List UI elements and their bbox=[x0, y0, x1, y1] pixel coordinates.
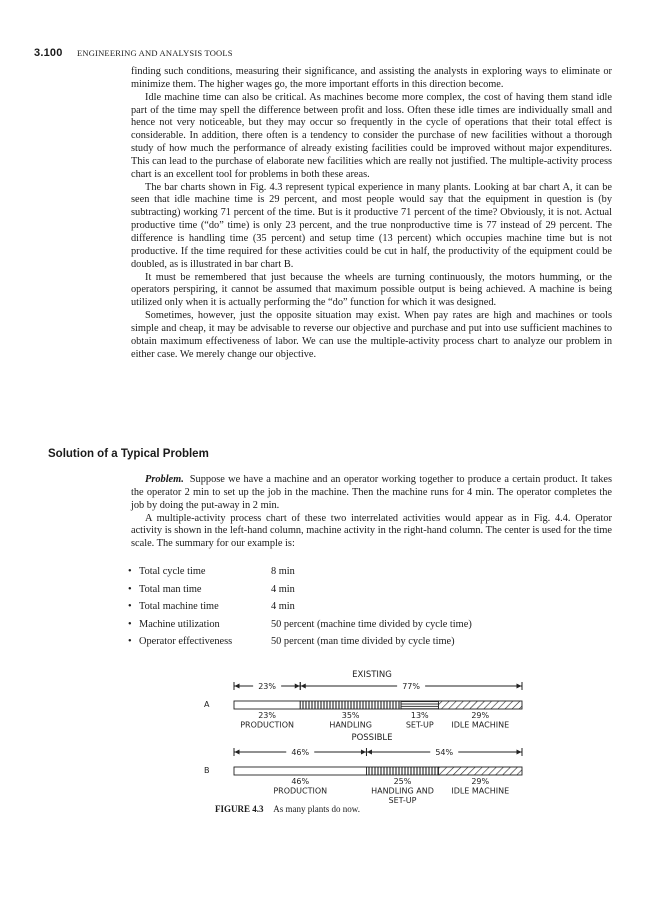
caption-text: As many plants do now. bbox=[273, 804, 360, 814]
summary-value: 8 min bbox=[271, 566, 295, 577]
figure-4-3 bbox=[200, 667, 540, 812]
paragraph: A multiple-activity process chart of these two interrelated activities would appear as in Fig. 4.4. Operator activity is shown in the left-hand column, machine activity in the right-hand column. The center is used for the time scale. The summary for our example is: bbox=[131, 512, 612, 550]
page-number: 3.100 bbox=[34, 47, 63, 59]
bar-chart bbox=[200, 667, 540, 807]
list-item bbox=[128, 633, 472, 651]
data-label: 29% bbox=[471, 711, 490, 720]
arrow-left-icon bbox=[367, 750, 372, 755]
arrow-right-icon bbox=[361, 750, 366, 755]
series-label: SET-UP bbox=[405, 720, 434, 730]
series-label: PRODUCTION bbox=[273, 786, 328, 796]
section-heading: Solution of a Typical Problem bbox=[48, 448, 209, 460]
bullet-icon: • bbox=[128, 636, 132, 647]
handling-segment bbox=[300, 701, 401, 709]
idle-segment bbox=[438, 701, 522, 709]
span-productive-label: 77% bbox=[402, 682, 421, 691]
data-label: 35% bbox=[341, 711, 360, 720]
paragraph bbox=[131, 474, 612, 513]
span-nonproductive-label: 46% bbox=[291, 748, 310, 757]
arrow-right-icon bbox=[295, 684, 300, 689]
series-label: PRODUCTION bbox=[240, 720, 295, 730]
paragraph: finding such conditions, measuring their significance, and assisting the analysts in exploring ways to eliminate or minimize them. The higher wages go, the more important efforts in this direction become. bbox=[131, 66, 612, 90]
running-header bbox=[34, 47, 233, 59]
problem-text bbox=[131, 474, 612, 551]
chart-title: POSSIBLE bbox=[351, 733, 393, 743]
series-label: HANDLING bbox=[329, 720, 372, 730]
intro-text bbox=[131, 66, 612, 361]
setup-segment bbox=[401, 701, 438, 709]
summary-value: 50 percent (machine time divided by cycle time) bbox=[271, 618, 472, 630]
arrow-left-icon bbox=[301, 684, 306, 689]
paragraph: The bar charts shown in Fig. 4.3 represent typical experience in many plants. Looking at bar chart A, it can be seen that idle machine time is 29 percent, and most people would say that the equipment in question is (by subtracting) working 71 percent of the time. But is it productive 71 percent of the time? Obviously, it is not. Actual productive time (“do” time) is only 23 percent, and the true nonproductive time is 77 instead of 29 percent. The difference is handling time (35 percent) and setup time (13 percent) which occupies machine time but is not productive. If the time required for these activities could be cut in half, the productivity of the equipment could be doubled, as is illustrated in bar chart B. bbox=[131, 181, 612, 270]
bullet-icon: • bbox=[128, 618, 132, 630]
summary-label: Total cycle time bbox=[139, 566, 206, 577]
bullet-icon: • bbox=[128, 566, 132, 577]
list-item bbox=[128, 598, 472, 616]
series-label: IDLE MACHINE bbox=[451, 786, 510, 796]
data-label: 46% bbox=[291, 777, 310, 786]
summary-value: 50 percent (man time divided by cycle time) bbox=[271, 636, 455, 647]
summary-label: Total machine time bbox=[139, 601, 219, 612]
handling-segment bbox=[366, 767, 438, 775]
series-label: SET-UP bbox=[388, 796, 417, 805]
paragraph: Sometimes, however, just the opposite situation may exist. When pay rates are high and machines or tools simple and cheap, it may be advisable to reverse our objective and purchase and put into use sufficient machines to obtain maximum effectiveness of labor. We can use the multiple-activity process chart to analyze our problem in either case. We merely change our objective. bbox=[131, 310, 612, 360]
span-nonproductive-label: 23% bbox=[258, 682, 277, 691]
section-title: ENGINEERING AND ANALYSIS TOOLS bbox=[76, 48, 233, 58]
data-label: 29% bbox=[471, 777, 490, 786]
series-label: HANDLING AND bbox=[371, 786, 434, 796]
category-label: A bbox=[204, 700, 210, 709]
bullet-icon: • bbox=[128, 583, 132, 595]
category-label: B bbox=[204, 766, 210, 775]
summary-value: 4 min bbox=[271, 583, 295, 595]
series-label: IDLE MACHINE bbox=[451, 720, 510, 730]
arrow-right-icon bbox=[517, 750, 522, 755]
bullet-icon: • bbox=[128, 601, 132, 612]
paragraph: It must be remembered that just because the wheels are turning continuously, the motors humming, or the operators perspiring, it cannot be assumed that maximum possible output is being achieved. A machine is being utilized only when it is actually performing the “do” function for which it was designed. bbox=[131, 271, 612, 309]
production-segment bbox=[234, 767, 366, 775]
arrow-left-icon bbox=[235, 750, 240, 755]
problem-statement: Suppose we have a machine and an operator working together to produce a certain product. It takes the operator 2 min to set up the job in the machine. Then the machine runs for 4 min. The operator completes the job by doing the put-away in 2 min. bbox=[131, 474, 612, 511]
span-productive-label: 54% bbox=[435, 748, 454, 757]
list-item bbox=[128, 581, 472, 599]
data-label: 25% bbox=[393, 777, 412, 786]
paragraph: Idle machine time can also be critical. As machines become more complex, the cost of having them stand idle part of the time may spell the difference between profit and loss. Often these idle times are individually small and hence not very noticeable, but they may occur so frequently in the cycle of operations that their total effect is considerable. In addition, there often is a tendency to consider the purchase of new facilities without a thorough study of how much the performance of already existing facilities could be improved without major expenditures. This can lead to the purchase of elaborate new facilities which are really not justified. The multiple-activity process chart is an excellent tool for problems in both these areas. bbox=[131, 91, 612, 180]
list-item bbox=[128, 563, 472, 581]
list-item bbox=[128, 616, 472, 634]
problem-lead: Problem. bbox=[145, 474, 184, 485]
idle-segment bbox=[438, 767, 522, 775]
arrow-left-icon bbox=[235, 684, 240, 689]
data-label: 23% bbox=[258, 711, 277, 720]
chart-title: EXISTING bbox=[352, 670, 392, 680]
summary-label: Operator effectiveness bbox=[139, 636, 233, 647]
figure-caption bbox=[215, 804, 360, 814]
summary-list bbox=[128, 563, 472, 651]
summary-label: Total man time bbox=[139, 583, 202, 595]
summary-label: Machine utilization bbox=[139, 618, 220, 630]
arrow-right-icon bbox=[517, 684, 522, 689]
production-segment bbox=[234, 701, 300, 709]
figure-number: FIGURE 4.3 bbox=[215, 804, 264, 814]
data-label: 13% bbox=[410, 711, 429, 720]
summary-value: 4 min bbox=[271, 601, 295, 612]
